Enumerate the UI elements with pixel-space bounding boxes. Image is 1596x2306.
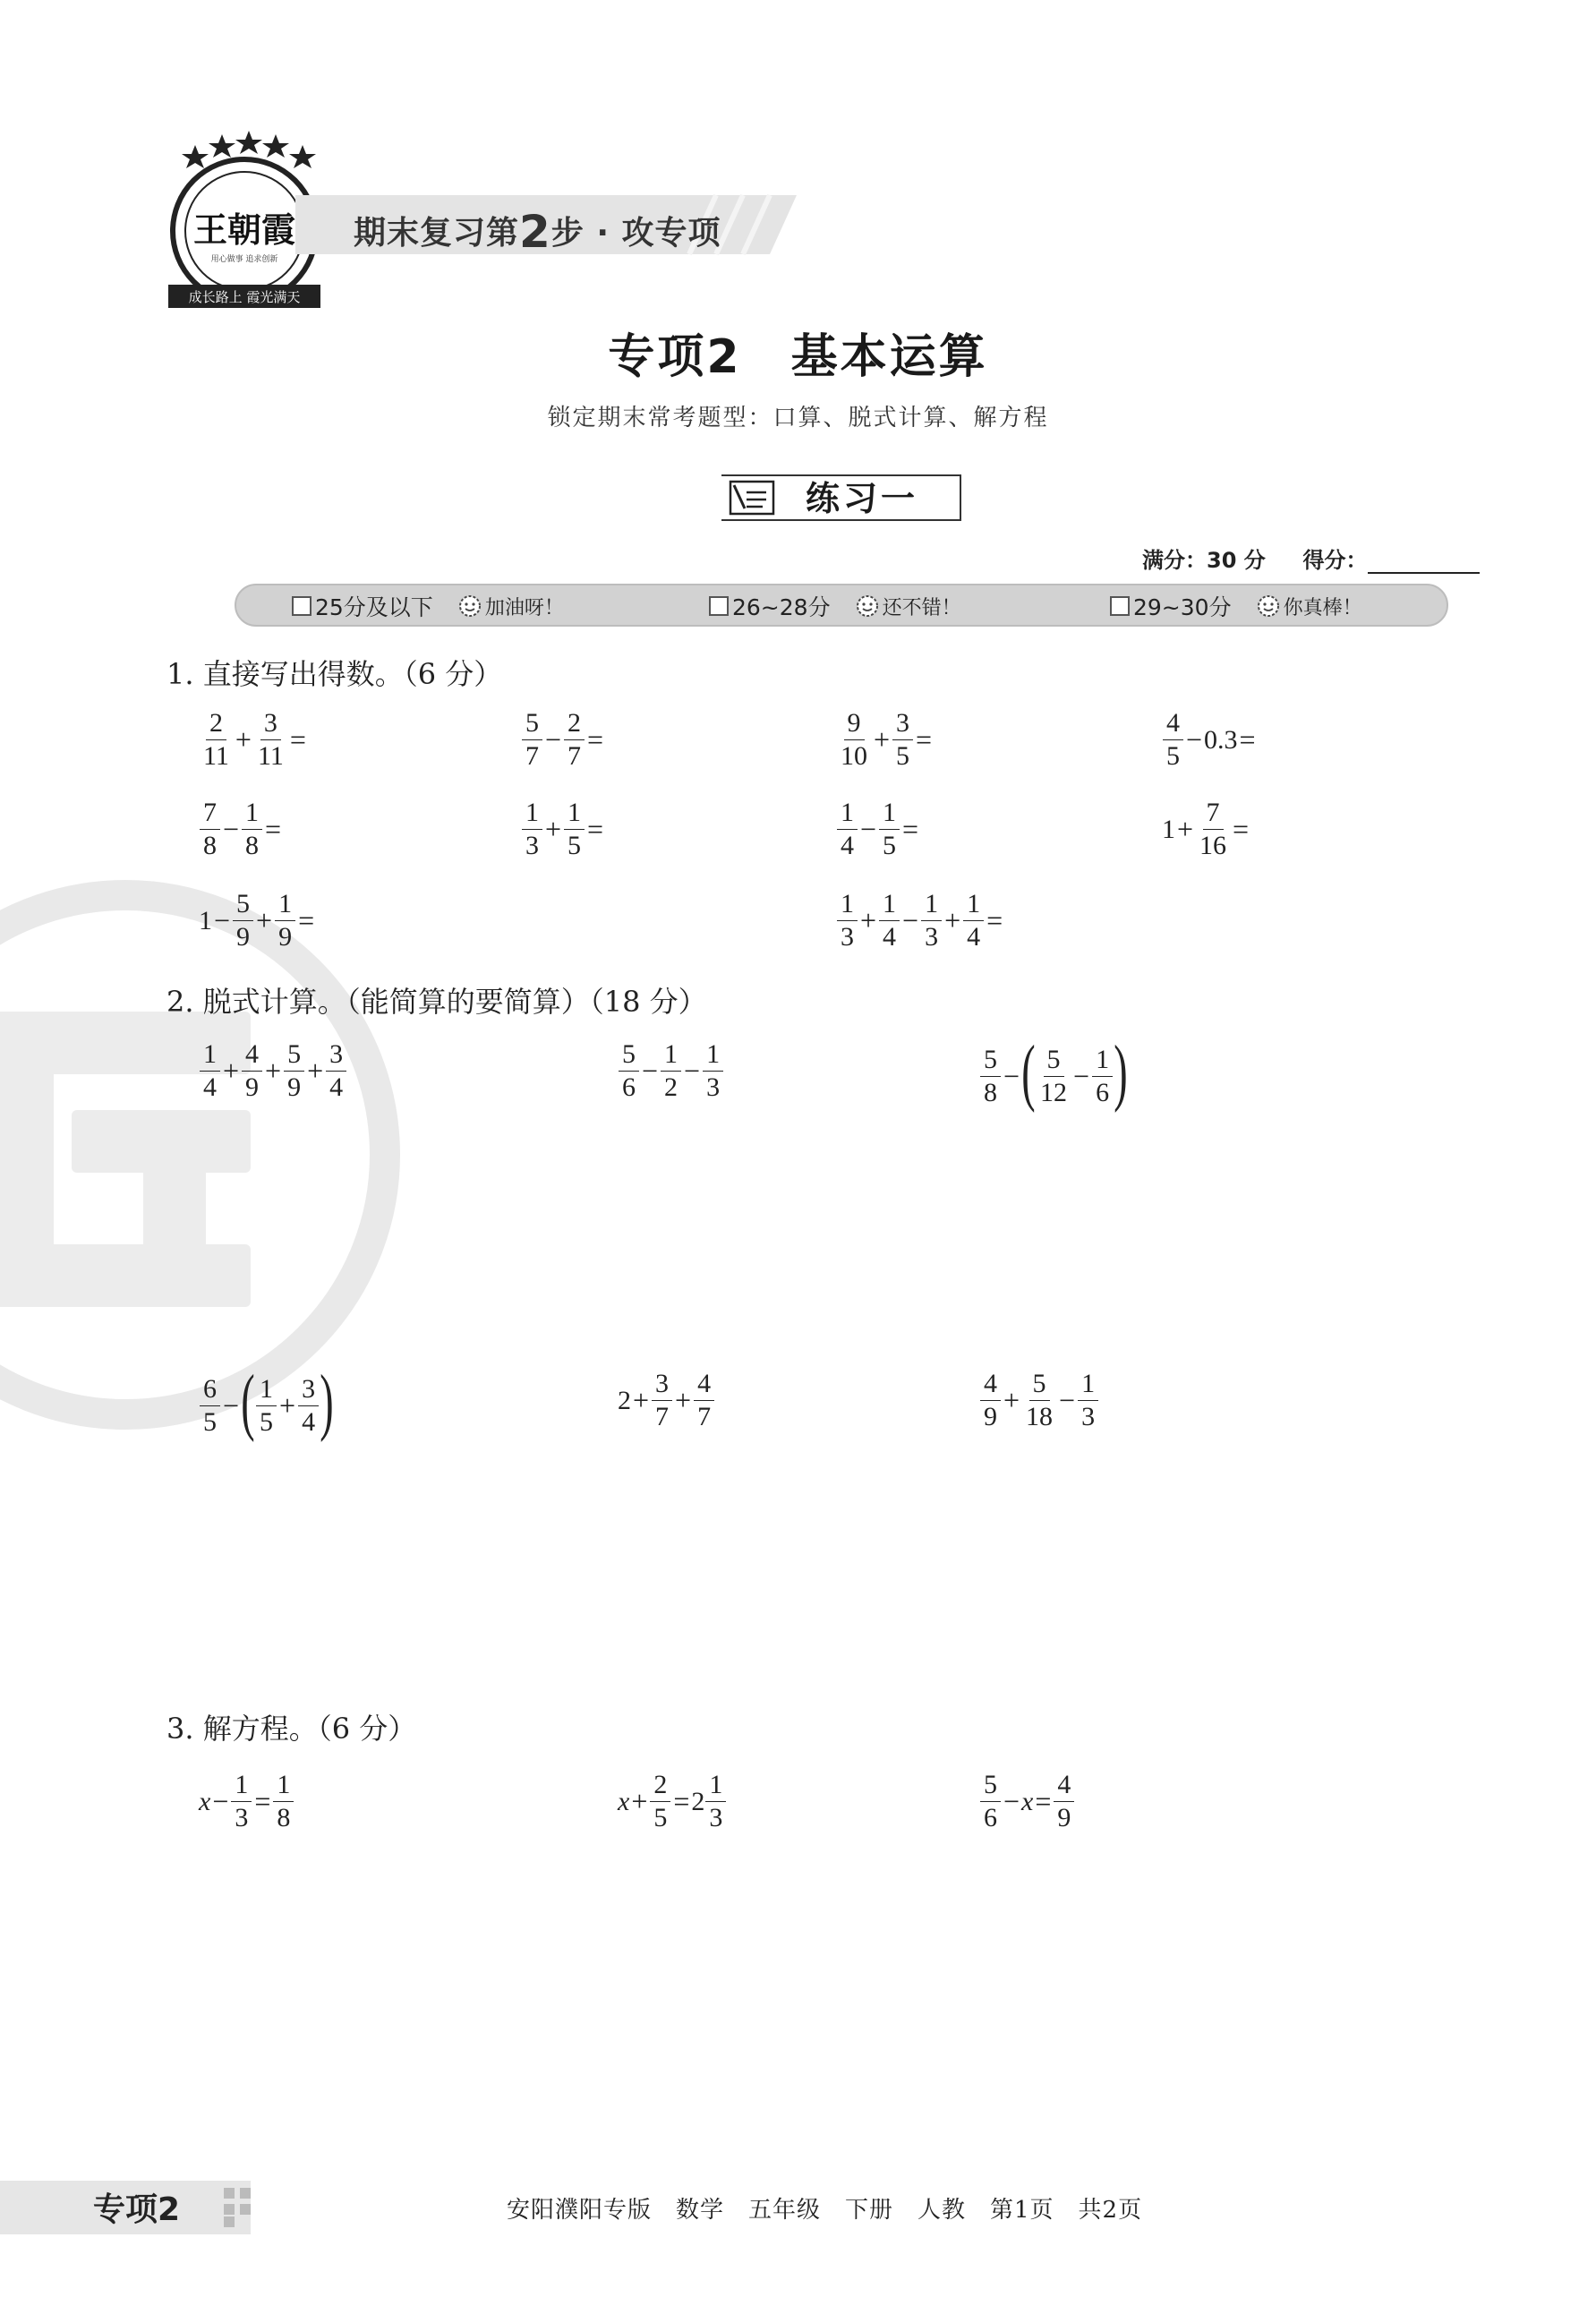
grade-checkbox[interactable] xyxy=(1110,596,1130,616)
q2-item-1: $\frac{1}{4}$ + $\frac{4}{9}$ + $\frac{5}{9}$ + $\frac{3}{4}$ xyxy=(199,1038,347,1104)
got-score-label: 得分： xyxy=(1302,548,1368,573)
grade-option-3[interactable]: 29~30分 你真棒！ xyxy=(1110,591,1362,621)
page-subtitle: 锁定期末常考题型：口算、脱式计算、解方程 xyxy=(547,405,1049,431)
score-line xyxy=(1142,542,1480,574)
q3-item-3: $\frac{5}{6}$ − x = $\frac{4}{9}$ xyxy=(979,1769,1075,1834)
q1-item-4: $\frac{4}{5}$ − 0.3 = xyxy=(1162,707,1258,773)
q1-item-9: 1 − $\frac{5}{9}$ + $\frac{1}{9}$ = xyxy=(199,889,315,952)
q3-item-1: x − $\frac{1}{3}$ = $\frac{1}{8}$ xyxy=(199,1769,294,1834)
watermark-seal xyxy=(0,877,403,1432)
score-blank[interactable] xyxy=(1368,552,1480,574)
footer-section-tag: 专项2 xyxy=(93,2191,181,2228)
q3-item-2: x + $\frac{2}{5}$ = 2 $\frac{1}{3}$ xyxy=(618,1769,727,1834)
q2-item-6: $\frac{4}{9}$ + $\frac{5}{18}$ − $\frac{1}{3}$ xyxy=(979,1368,1099,1433)
notebook-pen-icon xyxy=(727,478,777,517)
grade-option-1[interactable]: 25分及以下 加油呀！ xyxy=(292,591,564,621)
q1-item-7: $\frac{1}{4}$ − $\frac{1}{5}$ = xyxy=(836,797,920,862)
footer-dots-icon xyxy=(224,2188,263,2227)
q2-item-2: $\frac{5}{6}$ − $\frac{1}{2}$ − $\frac{1}{3}$ xyxy=(618,1038,724,1104)
q1-item-6: $\frac{1}{3}$ + $\frac{1}{5}$ = xyxy=(521,797,605,862)
svg-text:王朝霞: 王朝霞 xyxy=(192,209,296,250)
q2-item-4: $\frac{6}{5}$ − ( $\frac{1}{5}$ + $\frac{3}{4}$ ) xyxy=(199,1368,334,1443)
full-score: 满分：30 分 xyxy=(1142,548,1266,573)
header-banner-text: 期末复习第2步 · 攻专项 xyxy=(354,206,721,258)
smiley-icon xyxy=(856,594,879,618)
grade-checkbox[interactable] xyxy=(292,596,312,616)
question-1-title: 1. 直接写出得数。（6 分） xyxy=(166,657,503,691)
question-3-title: 3. 解方程。（6 分） xyxy=(166,1712,417,1746)
smiley-icon xyxy=(458,594,482,618)
grade-checkbox[interactable] xyxy=(709,596,729,616)
q1-item-3: $\frac{9}{10}$ + $\frac{3}{5}$ = xyxy=(841,708,933,771)
practice-label: 练习一 xyxy=(806,479,919,518)
q1-item-10: $\frac{1}{3}$ + $\frac{1}{4}$ − $\frac{1}{3}$ + $\frac{1}{4}$ = xyxy=(836,888,1004,953)
smiley-icon xyxy=(1257,594,1280,618)
svg-text:用心做事 追求创新: 用心做事 追求创新 xyxy=(210,255,278,264)
question-2-title: 2. 脱式计算。（能简算的要简算）（18 分） xyxy=(166,985,707,1019)
q1-item-5: $\frac{7}{8}$ − $\frac{1}{8}$ = xyxy=(199,797,283,862)
q1-item-2: $\frac{5}{7}$ − $\frac{2}{7}$ = xyxy=(521,707,605,773)
page-title: 专项2 基本运算 xyxy=(608,330,988,384)
grade-option-2[interactable]: 26~28分 还不错！ xyxy=(709,591,961,621)
svg-text:成长路上 霞光满天: 成长路上 霞光满天 xyxy=(188,289,301,305)
q1-item-8: 1 + $\frac{7}{16}$ = xyxy=(1162,798,1250,860)
q1-item-1: $\frac{2}{11}$ + $\frac{3}{11}$ = xyxy=(203,708,306,771)
q2-item-3: $\frac{5}{8}$ − ( $\frac{5}{12}$ − $\frac{1}{6}$ ) xyxy=(979,1038,1128,1114)
q2-item-5: 2 + $\frac{3}{7}$ + $\frac{4}{7}$ xyxy=(618,1368,715,1433)
footer-info: 安阳濮阳专版 数学 五年级 下册 人教 第1页 共2页 xyxy=(507,2197,1143,2224)
